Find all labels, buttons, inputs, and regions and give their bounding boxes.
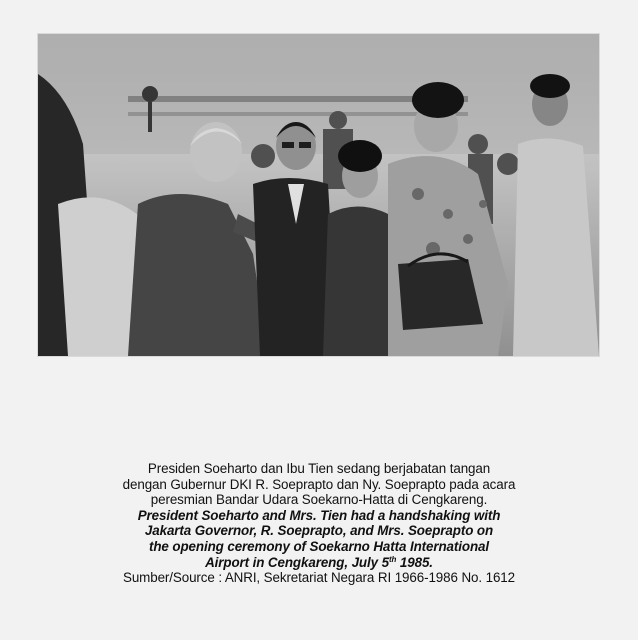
photo-caption: [40, 461, 598, 586]
caption-en-line-3: the opening ceremony of Soekarno Hatta International: [148, 538, 490, 554]
caption-id-line-1: Presiden Soeharto dan Ibu Tien sedang berjabatan tangan: [147, 461, 491, 476]
caption-en-line-2: Jakarta Governor, R. Soeprapto, and Mrs. Soeprapto on: [144, 523, 494, 539]
caption-en-date-suffix: th: [388, 554, 397, 564]
caption-en-line-1: President Soeharto and Mrs. Tien had a handshaking with: [137, 507, 501, 523]
historical-photo: [38, 34, 599, 356]
caption-id-line-2: dengan Gubernur DKI R. Soeprapto dan Ny. Soeprapto pada acara: [122, 476, 516, 492]
photo-illustration: [38, 34, 599, 356]
caption-en-date-year: 1985.: [396, 554, 433, 570]
caption-en-date-text: Airport in Cengkareng, July 5: [205, 554, 389, 570]
caption-id-line-3: peresmian Bandar Udara Soekarno-Hatta di Cengkareng.: [150, 492, 488, 508]
photo-grain: [38, 34, 599, 356]
caption-en-line-4: [40, 555, 598, 571]
caption-source: Sumber/Source : ANRI, Sekretariat Negara RI 1966-1986 No. 1612: [122, 570, 515, 586]
